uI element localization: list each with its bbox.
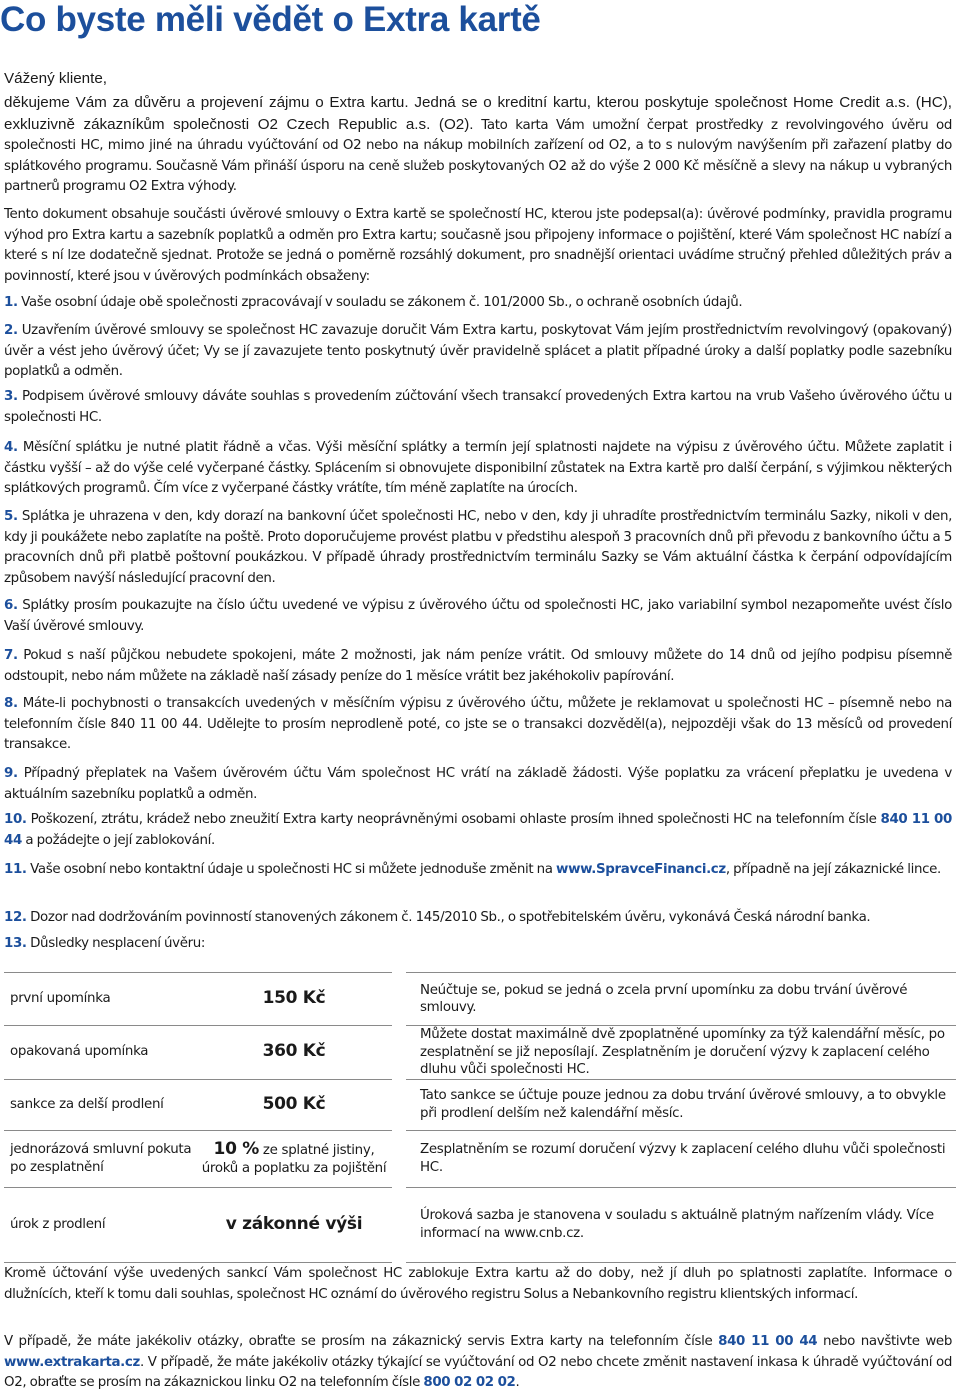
fee-description: Tato sankce se účtuje pouze jednou za dobu trvání úvěrové smlouvy, a to obvykle při prodlení delším než kalendářní měsíc. [406,1079,956,1130]
item-text-a: Vaše osobní nebo kontaktní údaje u společnosti HC si můžete jednoduše změnit na [30,862,557,877]
footer-paragraph-contact [4,1332,952,1393]
list-item [4,694,952,756]
fee-description: Zesplatněním se rozumí doručení výzvy k zaplacení celého dluhu vůči společnosti HC. [406,1130,956,1187]
item-text: Pokud s naší půjčkou nebudete spokojeni, máte 2 možnosti, jak nám peníze vrátit. Od smlouvy můžete do 14 dnů od jejího podpisu písemně odstoupit, nebo nám můžete na základě naší zásady peníze do 1 měsíce vrátit bez jakéhokoliv papírování. [4,648,952,684]
fee-amount-value: 500 Kč [262,1093,326,1114]
table-row [4,1187,956,1262]
fee-amount-value: 150 Kč [262,988,326,1008]
fee-amount-value: 10 % [213,1138,259,1159]
item-number: 10. [4,812,27,827]
list-item [4,860,952,881]
item-number: 13. [4,936,27,951]
fee-label: sankce za delší prodlení [4,1079,196,1130]
list-item [4,321,952,383]
item-text: Splátky prosím poukazujte na číslo účtu uvedené ve výpisu z úvěrového účtu od společnosti HC, jako variabilní symbol nezapomeňte uvést číslo Vaší úvěrové smlouvy. [4,598,952,634]
footer-paragraph-blocking: Kromě účtování výše uvedených sankcí Vám společnost HC zablokuje Extra kartu až do doby, než jí dluh po splatnosti zaplatíte. Informace o dlužnících, kteří k tomu dali souhlas, společnost HC oznámí do úvěrového registru Solus a Nebankovního registru klientských informací. [4,1266,952,1302]
spravcefinanci-link[interactable]: www.SpravceFinanci.cz [556,862,726,877]
list-item [4,596,952,637]
table-row [4,973,956,1026]
item-number: 7. [4,648,18,663]
fee-amount [196,973,392,1026]
intro-paragraph [4,93,952,198]
list-item [4,438,952,500]
item-number: 5. [4,509,18,524]
item-number: 11. [4,862,27,877]
footer-text-a: V případě, že máte jakékoliv otázky, obraťte se prosím na zákaznický servis Extra karty na telefonním čísle [4,1334,719,1349]
item-text: Podpisem úvěrové smlouvy dáváte souhlas s provedením zúčtování všech transakcí provedených Extra kartou na vrub Vašeho úvěrového účtu u společnosti HC. [4,389,952,425]
item-number: 1. [4,295,18,310]
list-item [4,764,952,805]
page-title: Co byste měli vědět o Extra kartě [0,0,541,39]
item-number: 9. [4,766,18,781]
list-item [4,934,952,955]
item-number: 4. [4,440,18,455]
service-phone[interactable]: 840 11 00 44 [718,1334,818,1349]
fee-amount [196,1079,392,1130]
list-item [4,646,952,687]
footer-text-c: . V případě, že máte jakékoliv otázky týkající se vyúčtování od O2 nebo chcete změnit nastavení inkasa k úhradě vyúčtování od O2, obraťte se prosím na zákaznickou linku O2 na telefonním čísle [4,1354,952,1391]
item-text: Vaše osobní údaje obě společnosti zpracovávají v souladu se zákonem č. 101/2000 Sb., o ochraně osobních údajů. [21,295,743,310]
fee-label: úrok z prodlení [4,1187,196,1262]
list-item [4,507,952,589]
item-number: 6. [4,598,18,613]
fee-amount [196,1187,392,1262]
fee-amount-value: 360 Kč [262,1041,326,1062]
list-item [4,810,952,851]
fee-amount-suffix: ze splatné jistiny, úroků a poplatku za pojištění [201,1142,387,1176]
extrakarta-link[interactable]: www.extrakarta.cz [4,1354,140,1370]
item-number: 8. [4,696,18,711]
item-text-b: , případně na její zákaznické lince. [725,862,941,877]
fee-amount-value: v zákonné výši [225,1213,363,1234]
item-text: Případný přeplatek na Vašem úvěrovém účtu Vám společnost HC vrátí na základě žádosti. Výše poplatku za vrácení přeplatku je uvedena v aktuálním sazebníku poplatků a odměn. [4,766,952,802]
item-text: Máte-li pochybnosti o transakcích uvedených v měsíčním výpisu z úvěrového účtu, můžete je reklamovat u společnosti HC – písemně nebo na telefonním čísle 840 11 00 44. Udělejte to prosím neprodleně poté, co jste se o transakci dozvěděl(a), nejpozději však do 13 měsíců od provedení transakce. [4,696,952,753]
fee-amount [196,1130,392,1187]
intro-rest-text: Tato karta Vám umožní čerpat prostředky z revolvingového úvěru od společnosti HC, mimo jiné na úhradu vyúčtování od O2 nebo na nákup mobilních zařízení od O2, a to s nulovým navýšením při zařazení platby do splátkového programu. Současně Vám přináší úsporu na ceně služeb poskytovaných O2 až do výše 2 000 Kč měsíčně a slevy na nákup u vybraných partnerů programu O2 Extra výhody. [4,117,952,195]
fee-description: Můžete dostat maximálně dvě zpoplatněné upomínky za týž kalendářní měsíc, po zesplatnění se již neposílají. Zesplatněním je doručení výzvy k zaplacení celého dluhu vůči společnosti HC. [406,1026,956,1080]
table-row [4,1130,956,1187]
list-item [4,908,952,929]
fee-label: jednorázová smluvní pokuta po zesplatnění [4,1130,196,1187]
item-number: 2. [4,323,18,338]
item-text: Důsledky nesplacení úvěru: [30,936,206,951]
item-number: 3. [4,389,18,404]
item-text: Dozor nad dodržováním povinností stanovených zákonem č. 145/2010 Sb., o spotřebitelském úvěru, vykonává Česká národní banka. [30,910,871,925]
list-item [4,387,952,428]
item-text: Uzavřením úvěrové smlouvy se společnost HC zavazuje doručit Vám Extra kartu, poskytovat Vám jejím prostřednictvím revolvingový (opakovaný) úvěr a vést jeho úvěrový účet; Vy se jí zavazujete tento poskytnutý úvěr pravidelně splácet a platit případné úroky a další poplatky podle sazebníku poplatků a odměn. [4,323,952,380]
intro-sans-text: děkujeme Vám za důvěru a projevení zájmu o Extra kartu. Jedná se o kreditní kartu, kterou poskytuje společnost Home Credit a.s. (HC), exkluzivně zákazníkům společnosti O2 Czech Republic a.s. (O2). [4,94,952,133]
table-row [4,1026,956,1080]
item-text: Měsíční splátku je nutné platit řádně a včas. Výši měsíční splátky a termín její splatnosti najdete na výpisu z úvěrového účtu. Můžete zaplatit i částku vyšší – až do výše celé vyčerpané částky. Splácením si obnovujete disponibilní zůstatek na Extra kartě pro další čerpání, s výjimkou některých splátkových programů. Čím více z vyčerpané částky vrátíte, tím méně zaplatíte na úrocích. [4,440,952,497]
salutation: Vážený kliente, [4,70,107,87]
list-item [4,293,952,314]
item-text-a: Poškození, ztrátu, krádež nebo zneužití Extra karty neoprávněnými osobami ohlaste prosím ihned společnosti HC na telefonním čísle [30,812,881,827]
document-paragraph: Tento dokument obsahuje součásti úvěrové smlouvy o Extra kartě se společností HC, kterou jste podepsal(a): úvěrové podmínky, pravidla programu výhod pro Extra kartu a sazebník poplatků a odměn pro Extra kartu; současně jsou připojeny informace o pojištění, které Vám společnost HC nabízí a které s ní lze dodatečně sjednat. Protože se jedná o poměrně rozsáhlý dokument, pro snadnější orientaci uvádíme stručný přehled důležitých práv a povinností, které jsou v úvěrových podmínkách obsaženy: [4,207,952,284]
fee-label: první upomínka [4,973,196,1026]
footer-text-b: nebo navštivte web [817,1334,952,1349]
item-text-b: a požádejte o její zablokování. [21,832,215,848]
footer-text-d: . [515,1375,520,1391]
fee-amount [196,1026,392,1080]
fee-description: Neúčtuje se, pokud se jedná o zcela první upomínku za dobu trvání úvěrové smlouvy. [406,973,956,1026]
table-row [4,1079,956,1130]
fee-label: opakovaná upomínka [4,1026,196,1080]
item-number: 12. [4,910,27,925]
fees-table [4,972,956,1263]
lost-card-phone[interactable]: 840 11 00 44 [4,812,952,848]
item-text: Splátka je uhrazena v den, kdy dorazí na bankovní účet společnosti HC, nebo v den, kdy ji uhradíte prostřednictvím terminálu Sazky, nikoli v den, kdy ji poukážete nebo zaplatíte na poště. Proto doporučujeme provést platbu v předstihu alespoň 3 pracovních dnů při převodu z bankovního účtu a 5 pracovních dnů při platbě poštovní poukázkou. V případě úhrady prostřednictvím terminálu Sazky se Vám aktuální částka k čerpání odpovídajícím způsobem navýší následující pracovní den. [4,509,952,586]
o2-phone[interactable]: 800 02 02 02 [423,1375,516,1391]
fee-description: Úroková sazba je stanovena v souladu s aktuálně platným nařízením vlády. Více informací na www.cnb.cz. [406,1187,956,1262]
